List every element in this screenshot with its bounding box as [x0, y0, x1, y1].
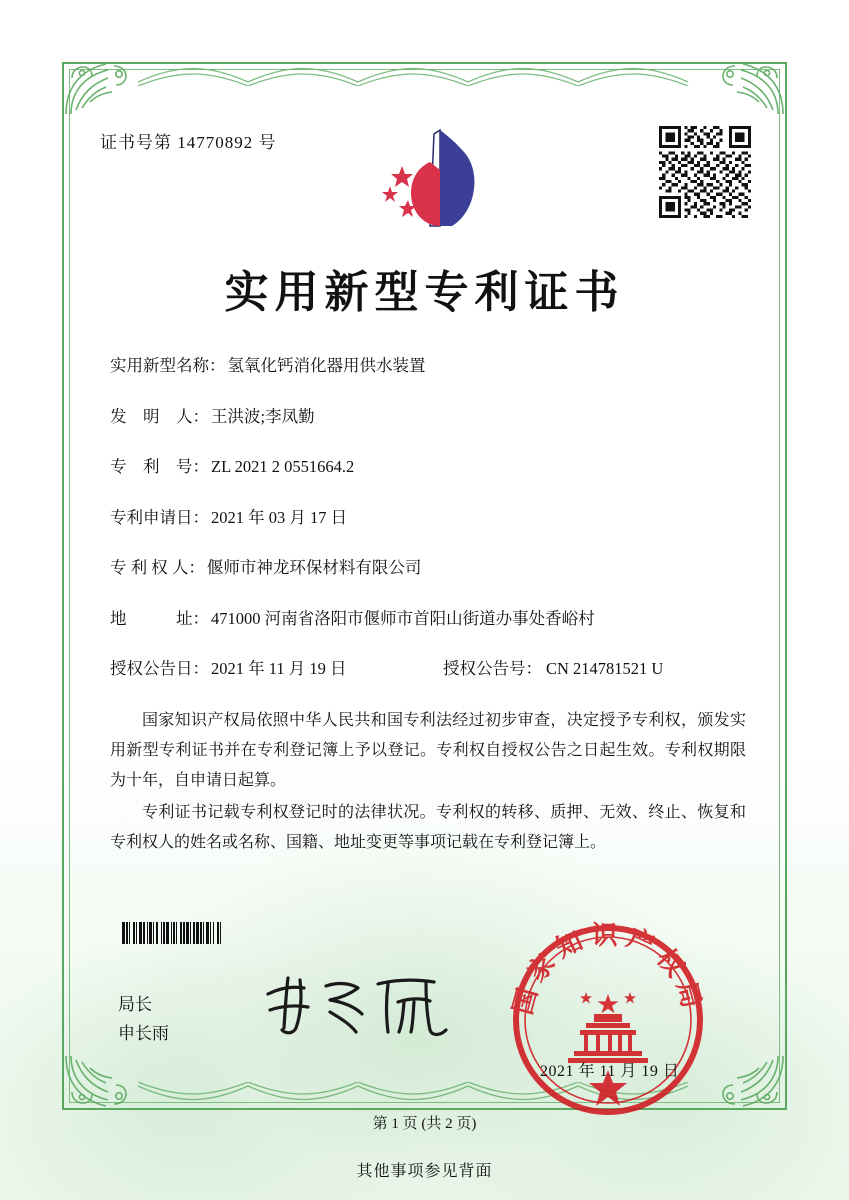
- field-label: 地 址：: [110, 608, 209, 628]
- legal-text: [110, 706, 746, 860]
- cnipa-logo-icon: [378, 126, 498, 232]
- field-row: [110, 403, 750, 427]
- field-row: [110, 352, 750, 376]
- field-value: 王洪波;李凤勤: [211, 406, 315, 426]
- director-name: 申长雨: [118, 1024, 169, 1043]
- certificate-number: 证书号第 14770892 号: [100, 133, 277, 152]
- field-label: 实用新型名称：: [110, 356, 226, 375]
- corner-ornament-icon: [62, 1052, 138, 1112]
- field-value: 2021 年 03 月 17 日: [211, 507, 348, 527]
- field-row: [110, 554, 750, 578]
- legal-paragraph: 专利证书记载专利权登记时的法律状况。专利权的转移、质押、无效、终止、恢复和专利权人的姓名或名称、国籍、地址变更等事项记载在专利登记簿上。: [110, 804, 746, 851]
- field-row: [110, 605, 750, 629]
- field-label: 发 明 人：: [110, 406, 209, 426]
- legal-paragraph: 国家知识产权局依照中华人民共和国专利法经过初步审查，决定授予专利权，颁发实用新型专利证书并在专利登记簿上予以登记。专利权自授权公告之日起生效。专利权期限为十年，自申请日起算。: [110, 712, 746, 789]
- field-value: 2021 年 11 月 19 日: [211, 659, 347, 678]
- page-number: 第 1 页 (共 2 页): [372, 1116, 477, 1132]
- field-label: 专 利 号：: [110, 457, 209, 476]
- corner-ornament-icon: [711, 58, 787, 118]
- field-row-announcement: [110, 655, 750, 679]
- field-row: [110, 453, 750, 477]
- corner-ornament-icon: [62, 58, 138, 118]
- field-value: 偃师市神龙环保材料有限公司: [206, 558, 422, 577]
- barcode-icon: [122, 922, 338, 944]
- field-value-secondary: CN 214781521 U: [546, 659, 664, 678]
- qr-code-icon: [659, 126, 751, 218]
- field-label: 授权公告日：: [110, 659, 209, 678]
- seal-date: 2021 年 11 月 19 日: [540, 1063, 680, 1080]
- handwritten-signature-icon: [258, 970, 468, 1040]
- field-label: 专利申请日：: [110, 507, 209, 527]
- field-label: 专 利 权 人：: [110, 558, 205, 577]
- field-list: [110, 352, 750, 706]
- back-side-note: 其他事项参见背面: [356, 1163, 493, 1180]
- field-label-secondary: 授权公告号：: [443, 659, 542, 678]
- official-seal-icon: [508, 920, 708, 1120]
- field-value: 471000 河南省洛阳市偃师市首阳山街道办事处香峪村: [211, 608, 595, 628]
- director-title: 局长: [118, 995, 152, 1014]
- corner-ornament-icon: [711, 1052, 787, 1112]
- field-value: 氢氧化钙消化器用供水装置: [227, 356, 426, 375]
- edge-ornament-icon: [138, 60, 711, 86]
- field-value: ZL 2021 2 0551664.2: [211, 457, 355, 476]
- field-row: [110, 504, 750, 528]
- svg-text:国家知识产权局: 国家知识产权局: [508, 921, 708, 1018]
- page-title: 实用新型专利证书: [224, 268, 625, 317]
- director-label-block: [118, 990, 169, 1048]
